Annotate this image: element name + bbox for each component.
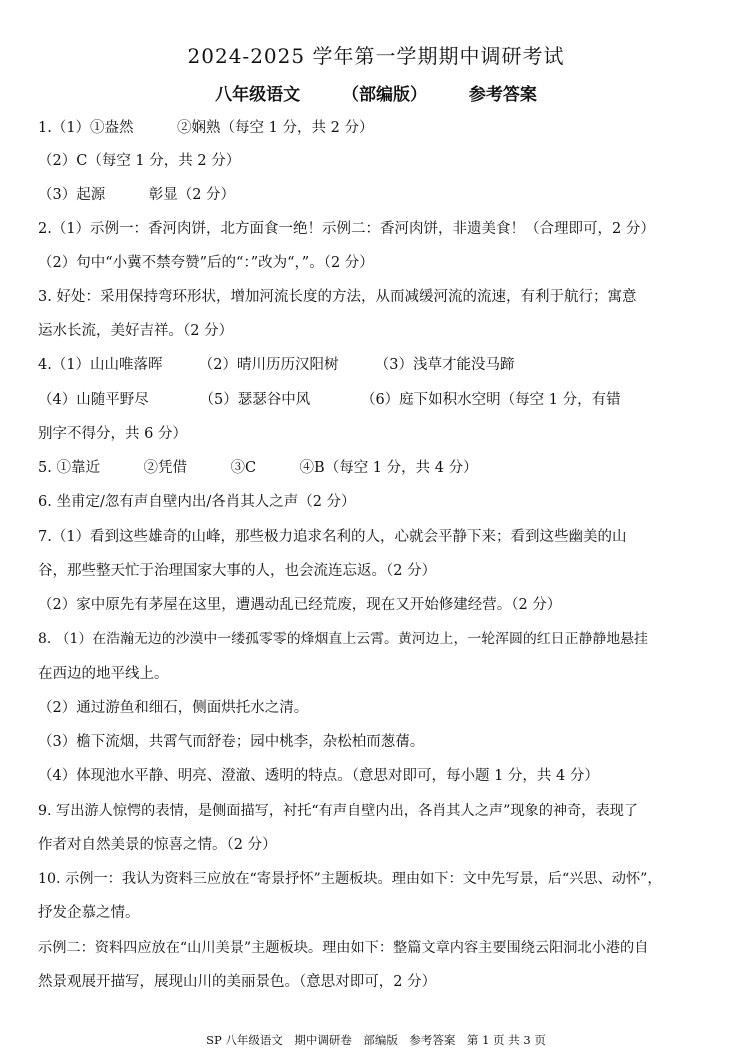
- answer-line: 6. 坐甫定/忽有声自壁内出/各肖其人之声（2 分）: [38, 494, 356, 510]
- edition-label: （部编版）: [342, 85, 427, 105]
- answer-line: 然景观展开描写，展现山川的美丽景色。（意思对即可，2 分）: [38, 974, 437, 990]
- answer-key-label: 参考答案: [468, 85, 537, 105]
- answer-line: 9. 写出游人惊愕的表情，是侧面描写，衬托“有声自壁内出，各肖其人之声”现象的神奇，表现了: [38, 803, 639, 819]
- answer-line: 3. 好处：采用保持弯环形状，增加河流长度的方法，从而减缓河流的流速，有利于航行；寓意: [38, 289, 637, 305]
- answer-line: （2）句中“小冀不禁夸赞”后的“：”改为“，”。（2 分）: [38, 255, 374, 271]
- answer-line: 8. （1）在浩瀚无边的沙漠中一缕孤零零的烽烟直上云霄。黄河边上，一轮浑圆的红日正静静地悬挂: [38, 631, 648, 647]
- answer-line: （3）起源 彰显（2 分）: [38, 187, 236, 203]
- answer-line: 4.（1）山山唯落晖 （2）晴川历历汉阳树 （3）浅草才能没马蹄: [38, 357, 515, 373]
- exam-title: 2024-2025 学年第一学期期中调研考试: [187, 44, 565, 68]
- answer-line: 别字不得分，共 6 分）: [38, 426, 187, 442]
- answer-line: 示例二：资料四应放在“山川美景”主题板块。理由如下：整篇文章内容主要围绕云阳洞北小港的自: [38, 940, 649, 956]
- answer-line: 谷，那些整天忙于治理国家大事的人，也会流连忘返。（2 分）: [38, 563, 437, 579]
- answer-line: 5. ①靠近 ②凭借 ③C ④B（每空 1 分，共 4 分）: [38, 460, 478, 476]
- answer-line: （3）檐下流烟，共霄气而舒卷；园中桃李，杂松柏而葱蒨。: [38, 734, 425, 750]
- grade-subject: 八年级语文: [215, 85, 301, 105]
- answer-line: （2）C（每空 1 分，共 2 分）: [38, 153, 241, 169]
- exam-subtitle: [0, 80, 752, 105]
- answer-line: 1.（1）①盎然 ②娴熟（每空 1 分，共 2 分）: [38, 120, 374, 136]
- answer-line: 在西边的地平线上。: [38, 666, 169, 682]
- answer-line: 运水长流，美好吉祥。（2 分）: [38, 323, 234, 339]
- answer-line: （4）体现池水平静、明亮、澄澈、透明的特点。（意思对即可，每小题 1 分，共 4 分）: [38, 768, 599, 784]
- answer-line: 抒发企慕之情。: [38, 905, 140, 921]
- answer-line: （4）山随平野尽 （5）瑟瑟谷中风 （6）庭下如积水空明（每空 1 分，有错: [38, 392, 621, 408]
- answer-line: （2）通过游鱼和细石，侧面烘托水之清。: [38, 700, 309, 716]
- answer-line: 2.（1）示例一：香河肉饼，北方面食一绝！示例二：香河肉饼，非遗美食！（合理即可，2 分）: [38, 221, 655, 237]
- page-footer: SP 八年级语文 期中调研卷 部编版 参考答案 第 1 页 共 3 页: [206, 1033, 546, 1047]
- answer-line: 10. 示例一：我认为资料三应放在“寄景抒怀”主题板块。理由如下：文中先写景，后“兴思、动怀”，: [38, 871, 662, 887]
- answer-line: 作者对自然美景的惊喜之情。（2 分）: [38, 837, 277, 853]
- answer-line: 7.（1）看到这些雄奇的山峰，那些极力追求名利的人，心就会平静下来；看到这些幽美的山: [38, 529, 627, 545]
- answer-line: （2）家中原先有茅屋在这里，遭遇动乱已经荒废，现在又开始修建经营。（2 分）: [38, 597, 562, 613]
